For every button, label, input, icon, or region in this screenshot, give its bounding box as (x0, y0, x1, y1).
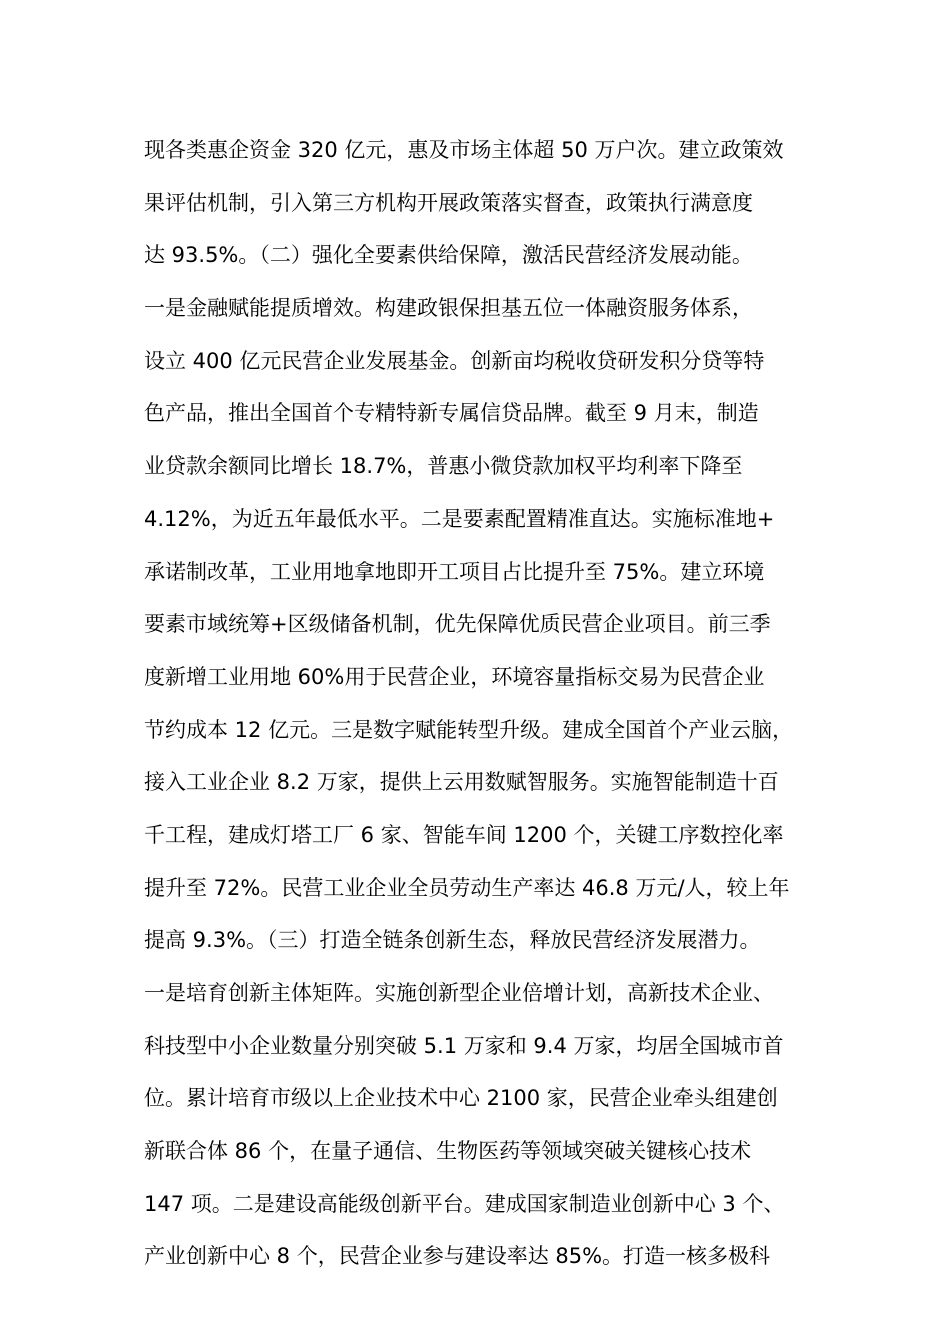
text-line: 4.12%，为近五年最低水平。二是要素配置精准直达。实施标准地+ (144, 506, 775, 531)
text-line: 147 项。二是建设高能级创新平台。建成国家制造业创新中心 3 个、 (144, 1191, 785, 1216)
text-line: 位。累计培育市级以上企业技术中心 2100 家，民营企业牵头组建创 (144, 1086, 778, 1111)
text-line: 产业创新中心 8 个，民营企业参与建设率达 85%。打造一核多极科 (144, 1244, 771, 1269)
text-line: 达 93.5%。（二）强化全要素供给保障，激活民营经济发展动能。 (144, 243, 753, 268)
text-line: 要素市域统筹+区级储备机制，优先保障优质民营企业项目。前三季 (144, 612, 771, 637)
text-line: 科技型中小企业数量分别突破 5.1 万家和 9.4 万家，均居全国城市首 (144, 1033, 784, 1058)
text-line: 提高 9.3%。（三）打造全链条创新生态，释放民营经济发展潜力。 (144, 928, 761, 953)
text-line: 接入工业企业 8.2 万家，提供上云用数赋智服务。实施智能制造十百 (144, 770, 779, 795)
text-line: 千工程，建成灯塔工厂 6 家、智能车间 1200 个，关键工序数控化率 (144, 822, 784, 847)
text-line: 色产品，推出全国首个专精特新专属信贷品牌。截至 9 月末，制造 (144, 401, 759, 426)
text-line: 一是金融赋能提质增效。构建政银保担基五位一体融资服务体系， (144, 296, 753, 321)
text-line: 果评估机制，引入第三方机构开展政策落实督查，政策执行满意度 (144, 190, 753, 215)
text-line: 承诺制改革，工业用地拿地即开工项目占比提升至 75%。建立环境 (144, 559, 765, 584)
text-line: 新联合体 86 个，在量子通信、生物医药等领域突破关键核心技术 (144, 1139, 752, 1164)
text-line: 度新增工业用地 60%用于民营企业，环境容量指标交易为民营企业 (144, 664, 765, 689)
text-line: 一是培育创新主体矩阵。实施创新型企业倍增计划，高新技术企业、 (144, 981, 774, 1005)
text-line: 节约成本 12 亿元。三是数字赋能转型升级。建成全国首个产业云脑， (144, 717, 794, 742)
text-line: 提升至 72%。民营工业企业全员劳动生产率达 46.8 万元/人，较上年 (144, 875, 790, 900)
text-line: 设立 400 亿元民营企业发展基金。创新亩均税收贷研发积分贷等特 (144, 348, 765, 373)
body-text (144, 124, 824, 1283)
text-line: 业贷款余额同比增长 18.7%，普惠小微贷款加权平均利率下降至 (144, 454, 743, 479)
text-line: 现各类惠企资金 320 亿元，惠及市场主体超 50 万户次。建立政策效 (144, 138, 784, 162)
